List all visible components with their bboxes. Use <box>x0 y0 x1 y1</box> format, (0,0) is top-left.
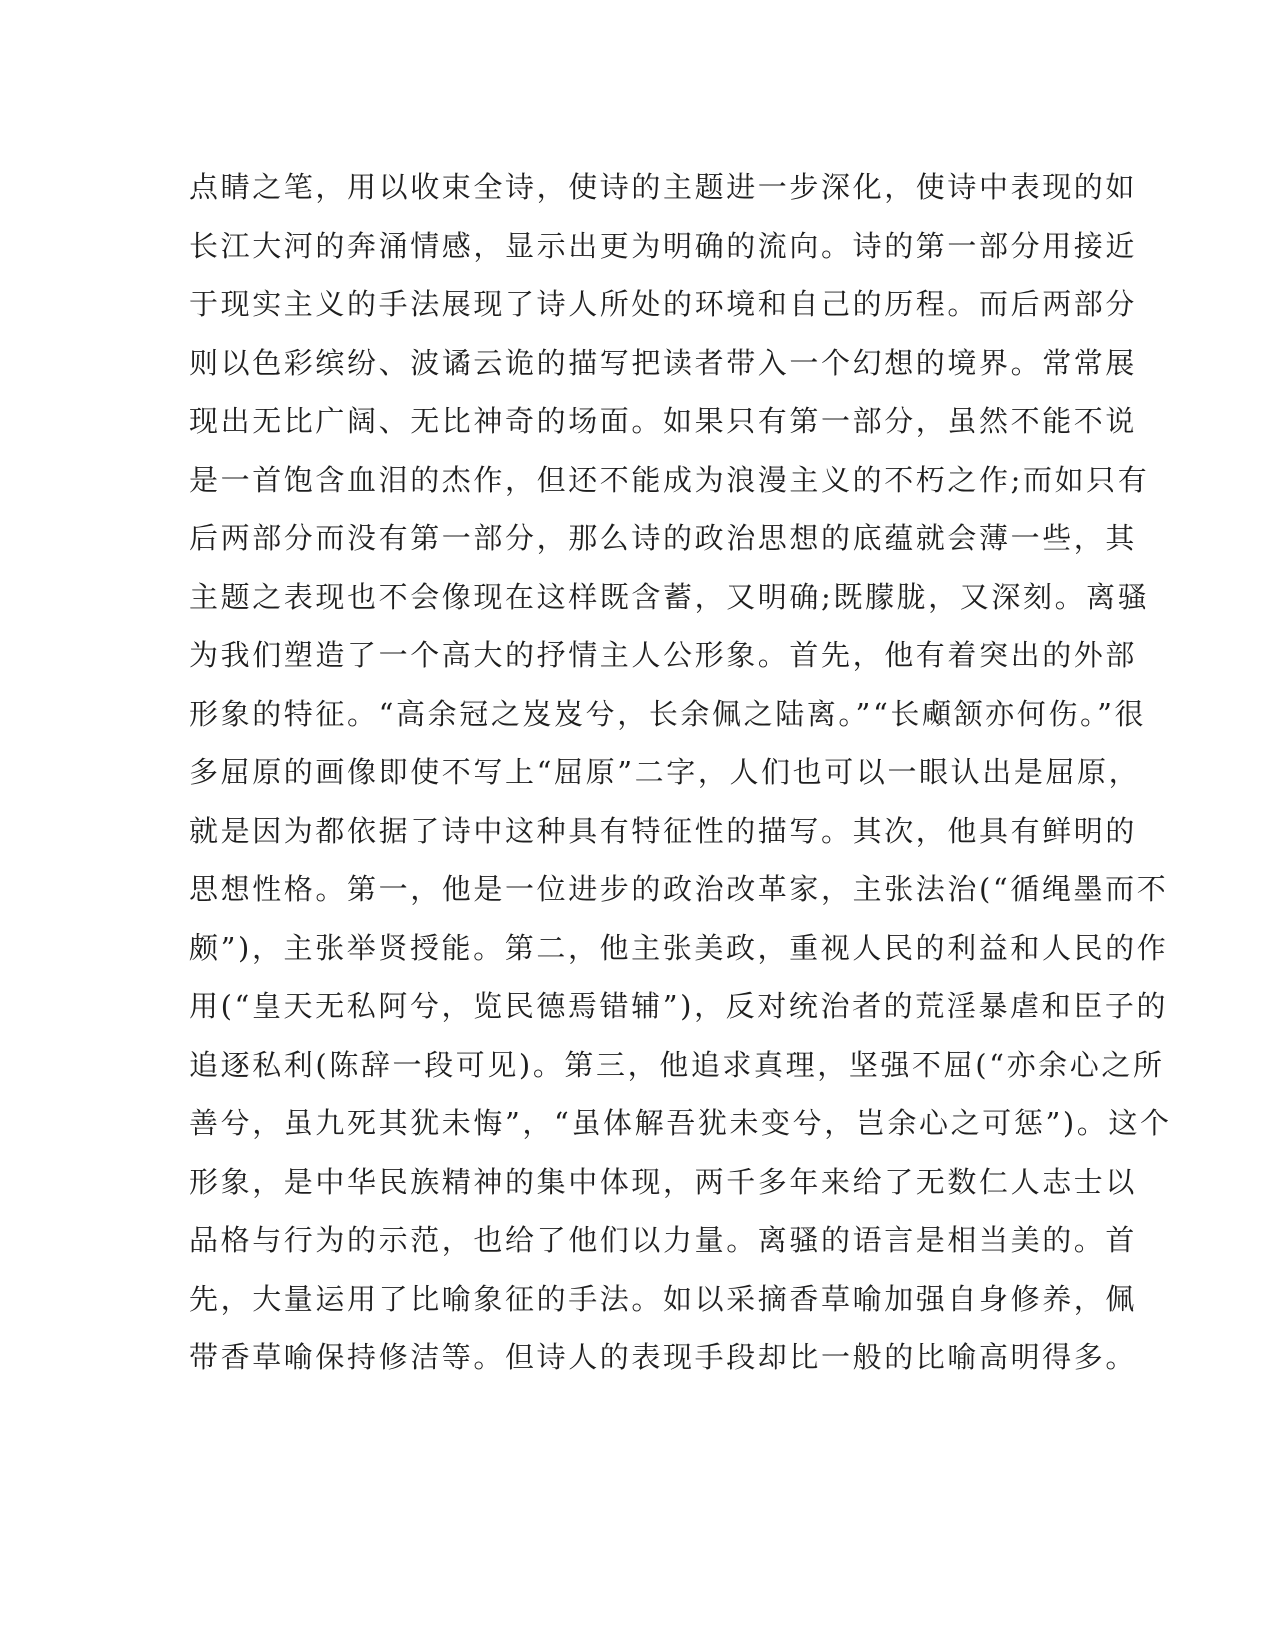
text-line: 是一首饱含血泪的杰作，但还不能成为浪漫主义的不朽之作;而如只有 <box>189 462 1150 497</box>
text-line: 思想性格。第一，他是一位进步的政治改革家，主张法治(“循绳墨而不 <box>189 872 1169 906</box>
text-line: 用(“皇天无私阿兮，览民德焉错辅”)，反对统治者的荒淫暴虐和臣子的 <box>189 989 1169 1023</box>
text-line: 善兮，虽九死其犹未悔”，“虽体解吾犹未变兮，岂余心之可惩”)。这个 <box>189 1106 1172 1140</box>
text-line: 点睛之笔，用以收束全诗，使诗的主题进一步深化，使诗中表现的如 <box>189 170 1138 204</box>
text-line: 带香草喻保持修洁等。但诗人的表现手段却比一般的比喻高明得多。 <box>189 1340 1138 1374</box>
text-line: 就是因为都依据了诗中这种具有特征性的描写。其次，他具有鲜明的 <box>189 813 1138 848</box>
text-line: 形象，是中华民族精神的集中体现，两千多年来给了无数仁人志士以 <box>189 1164 1138 1199</box>
text-line: 颇”)，主张举贤授能。第二，他主张美政，重视人民的利益和人民的作 <box>189 930 1169 965</box>
text-line: 多屈原的画像即使不写上“屈原”二字，人们也可以一眼认出是屈原， <box>189 755 1141 789</box>
text-line: 长江大河的奔涌情感，显示出更为明确的流向。诗的第一部分用接近 <box>189 228 1138 263</box>
text-line: 先，大量运用了比喻象征的手法。如以采摘香草喻加强自身修养，佩 <box>189 1281 1138 1316</box>
text-line: 于现实主义的手法展现了诗人所处的环境和自己的历程。而后两部分 <box>189 287 1138 321</box>
body-text <box>189 158 1172 1387</box>
text-line: 现出无比广阔、无比神奇的场面。如果只有第一部分，虽然不能不说 <box>189 404 1138 438</box>
text-line: 后两部分而没有第一部分，那么诗的政治思想的底蕴就会薄一些，其 <box>189 521 1138 555</box>
text-line: 为我们塑造了一个高大的抒情主人公形象。首先，他有着突出的外部 <box>189 638 1138 672</box>
text-line: 追逐私利(陈辞一段可见)。第三，他追求真理，坚强不屈(“亦余心之所 <box>189 1047 1165 1082</box>
text-line: 形象的特征。“高余冠之岌岌兮，长余佩之陆离。”“长顑颔亦何伤。”很 <box>189 696 1147 731</box>
text-line: 主题之表现也不会像现在这样既含蓄，又明确;既朦胧，又深刻。离骚 <box>189 579 1150 614</box>
text-line: 则以色彩缤纷、波谲云诡的描写把读者带入一个幻想的境界。常常展 <box>189 345 1138 380</box>
text-line: 品格与行为的示范，也给了他们以力量。离骚的语言是相当美的。首 <box>189 1223 1138 1257</box>
